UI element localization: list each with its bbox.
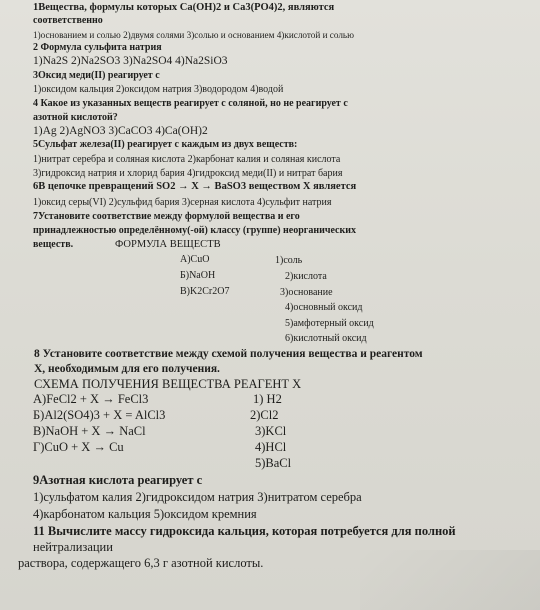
q11-title-line2: нейтрализации xyxy=(33,540,113,554)
q1-options: 1)основанием и солью 2)двумя солями 3)солью и основанием 4)кислотой и солью xyxy=(33,30,354,40)
q7-title-line2: принадлежностью определённому(-ой) классу (группе) неорганических xyxy=(33,225,357,236)
q8-right-2: 2)Cl2 xyxy=(250,408,279,422)
q7-left-a: А)CuO xyxy=(180,254,210,265)
q2-title: 2 Формула сульфита натрия xyxy=(33,42,162,53)
q11-title-line3: раствора, содержащего 6,3 г азотной кислоты. xyxy=(18,556,264,570)
q9-title: 9Азотная кислота реагирует с xyxy=(33,473,203,487)
q2-options: 1)Na2S 2)Na2SO3 3)Na2SO4 4)Na2SiO3 xyxy=(33,55,228,67)
q7-right-2: 2)кислота xyxy=(285,271,327,282)
q7-header: ФОРМУЛА ВЕЩЕСТВ xyxy=(115,239,221,250)
q3-title: 3Оксид меди(II) реагирует с xyxy=(33,70,160,81)
q4-title-line1: 4 Какое из указанных веществ реагирует с соляной, но не реагирует с xyxy=(33,98,348,109)
q8-right-1: 1) H2 xyxy=(253,392,282,406)
q6-title: 6В цепочке превращений SO2 → X → BaSO3 веществом X является xyxy=(33,181,357,192)
q9-options-line2: 4)карбонатом кальция 5)оксидом кремния xyxy=(33,507,257,521)
q7-right-6: 6)кислотный оксид xyxy=(285,333,367,344)
q7-right-1: 1)соль xyxy=(275,255,303,266)
q8-left-d: Г)CuO + X → Cu xyxy=(33,440,124,454)
q7-right-3: 3)основание xyxy=(280,287,333,298)
q11-title-line1: 11 Вычислите массу гидроксида кальция, которая потребуется для полной xyxy=(33,524,456,538)
q8-title-line1: 8 Установите соответствие между схемой получения вещества и реагентом xyxy=(34,348,423,360)
q7-right-4: 4)основный оксид xyxy=(285,302,363,313)
q8-right-4: 4)HCl xyxy=(255,440,287,454)
q7-title-line1: 7Установите соответствие между формулой вещества и его xyxy=(33,211,300,222)
q8-right-5: 5)BaCl xyxy=(255,456,292,470)
q7-right-5: 5)амфотерный оксид xyxy=(285,318,374,329)
q4-title-line2: азотной кислотой? xyxy=(33,112,118,123)
q6-options: 1)оксид серы(VI) 2)сульфид бария 3)серная кислота 4)сульфит натрия xyxy=(33,197,332,208)
q8-title-line2: X, необходимым для его получения. xyxy=(34,363,220,375)
q3-options: 1)оксидом кальция 2)оксидом натрия 3)водородом 4)водой xyxy=(33,84,284,95)
q8-right-3: 3)KCl xyxy=(255,424,287,438)
q5-options-line1: 1)нитрат серебра и соляная кислота 2)карбонат калия и соляная кислота xyxy=(33,154,341,165)
q8-header: СХЕМА ПОЛУЧЕНИЯ ВЕЩЕСТВА РЕАГЕНТ X xyxy=(34,377,302,391)
q7-left-c: В)K2Cr2O7 xyxy=(180,286,230,297)
paper-shadow xyxy=(360,550,540,610)
q7-title-line3: веществ. xyxy=(33,239,74,250)
q7-left-b: Б)NaOH xyxy=(180,270,216,281)
q4-options: 1)Ag 2)AgNO3 3)CaCO3 4)Ca(OH)2 xyxy=(33,125,208,137)
q1-title-line1: 1Вещества, формулы которых Ca(OH)2 и Ca3(PO4)2, являются xyxy=(33,2,335,13)
q8-left-a: А)FeCl2 + X → FeCl3 xyxy=(33,392,149,406)
q8-left-b: Б)Al2(SO4)3 + X = AlCl3 xyxy=(33,408,166,422)
q9-options-line1: 1)сульфатом калия 2)гидроксидом натрия 3)нитратом серебра xyxy=(33,490,362,504)
q8-left-c: В)NaOH + X → NaCl xyxy=(33,424,146,438)
q5-title: 5Сульфат железа(II) реагирует с каждым из двух веществ: xyxy=(33,139,298,150)
q1-title-line2: соответственно xyxy=(33,15,103,26)
q5-options-line2: 3)гидроксид натрия и хлорид бария 4)гидроксид меди(II) и нитрат бария xyxy=(33,168,343,179)
